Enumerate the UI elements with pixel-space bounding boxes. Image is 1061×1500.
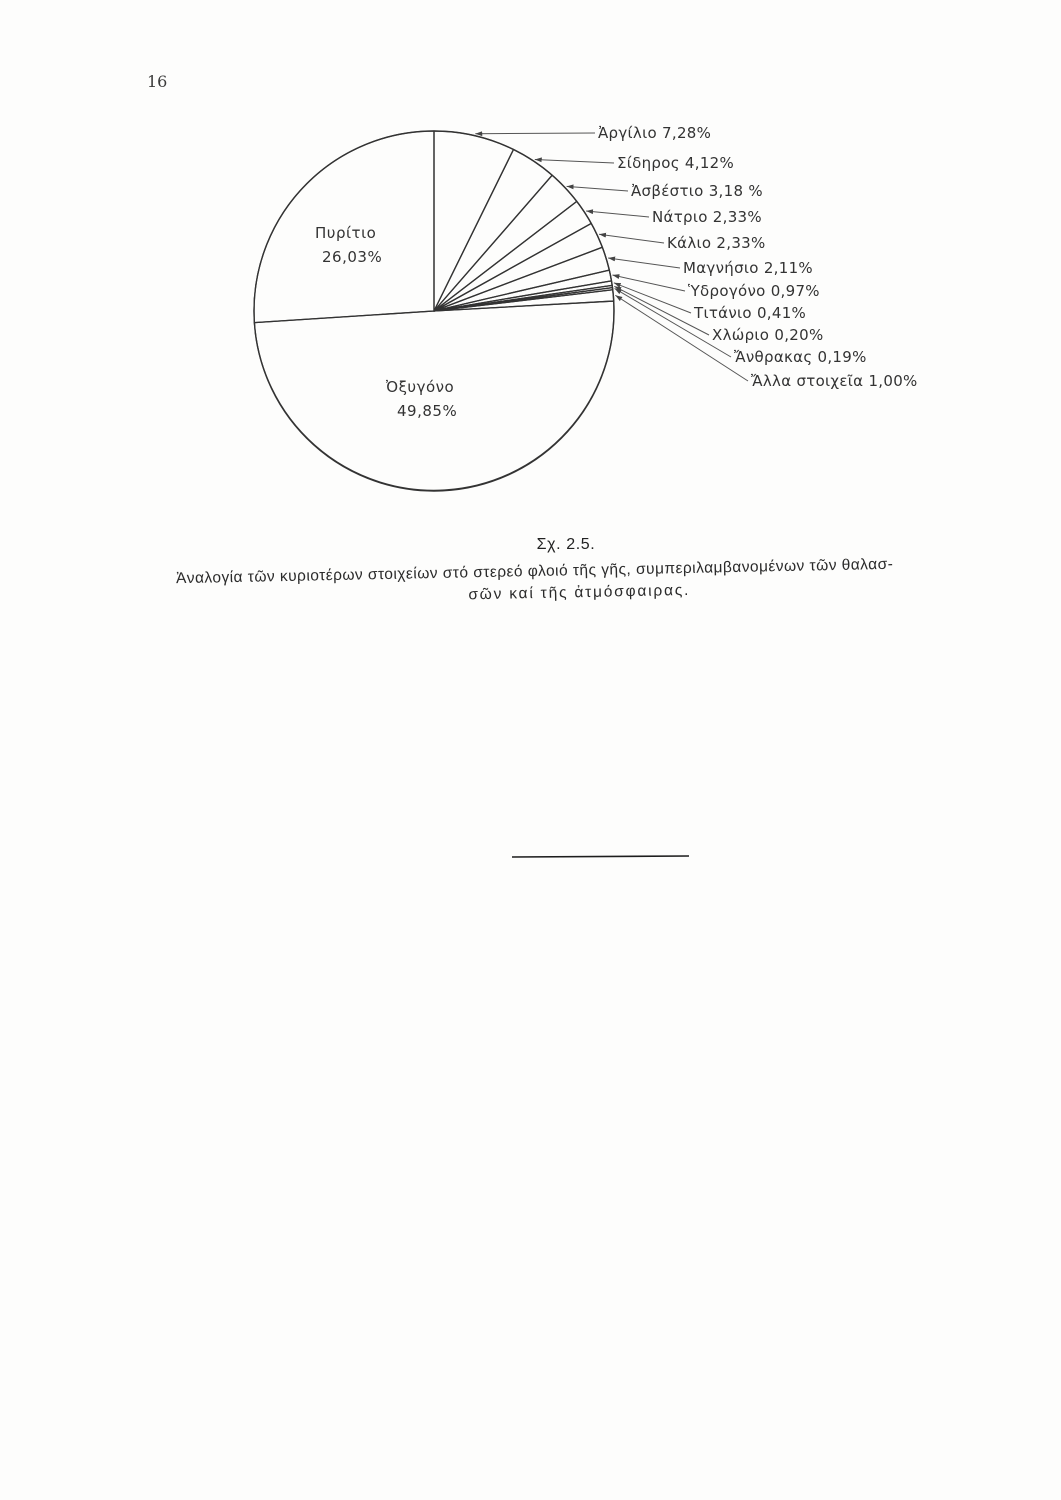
slice-label: Ὑδρογόνο 0,97% bbox=[688, 282, 820, 300]
slice-label-value: 26,03% bbox=[322, 248, 383, 266]
leader-line bbox=[586, 211, 649, 217]
leader-line bbox=[599, 234, 664, 243]
page-number: 16 bbox=[147, 72, 168, 91]
slice-label: Ἀργίλιο 7,28% bbox=[598, 124, 712, 142]
leader-line bbox=[612, 275, 685, 291]
slice-label: Νάτριο 2,33% bbox=[652, 208, 762, 226]
pie-slice bbox=[434, 150, 552, 312]
slice-label-name: Πυρίτιο bbox=[315, 224, 377, 242]
leader-line bbox=[475, 133, 595, 134]
slice-label-value: 49,85% bbox=[397, 402, 458, 420]
leader-line bbox=[535, 159, 614, 163]
slice-label: Κάλιο 2,33% bbox=[667, 234, 766, 252]
slice-label: Χλώριο 0,20% bbox=[712, 326, 824, 344]
slice-label: Ἄλλα στοιχεῖα 1,00% bbox=[751, 372, 918, 390]
figure-caption bbox=[176, 556, 894, 609]
slice-label: Μαγνήσιο 2,11% bbox=[683, 259, 813, 277]
leader-line bbox=[567, 186, 628, 191]
slice-label: Ἄνθρακας 0,19% bbox=[734, 348, 867, 366]
figure-number: Σχ. 2.5. bbox=[536, 536, 596, 553]
slice-label: Τιτάνιο 0,41% bbox=[694, 304, 807, 322]
pie-slice bbox=[434, 131, 513, 311]
caption-line-1: Ἀναλογία τῶν κυριοτέρων στοιχείων στό στερεό φλοιό τῆς γῆς, συμπεριλαμβανομένων τῶν θαλασ- bbox=[175, 555, 894, 588]
leader-line bbox=[614, 283, 691, 313]
pie-slice bbox=[434, 223, 602, 311]
section-divider bbox=[512, 856, 689, 857]
leader-line bbox=[608, 258, 680, 268]
slice-label: Ἀσβέστιο 3,18 % bbox=[631, 182, 763, 200]
slice-label-name: Ὀξυγόνο bbox=[386, 378, 455, 396]
slice-label: Σίδηρος 4,12% bbox=[617, 154, 735, 172]
caption-line-2: σῶν καί τῆς ἀτμόσφαιρας. bbox=[468, 581, 689, 604]
pie-chart bbox=[254, 124, 918, 491]
